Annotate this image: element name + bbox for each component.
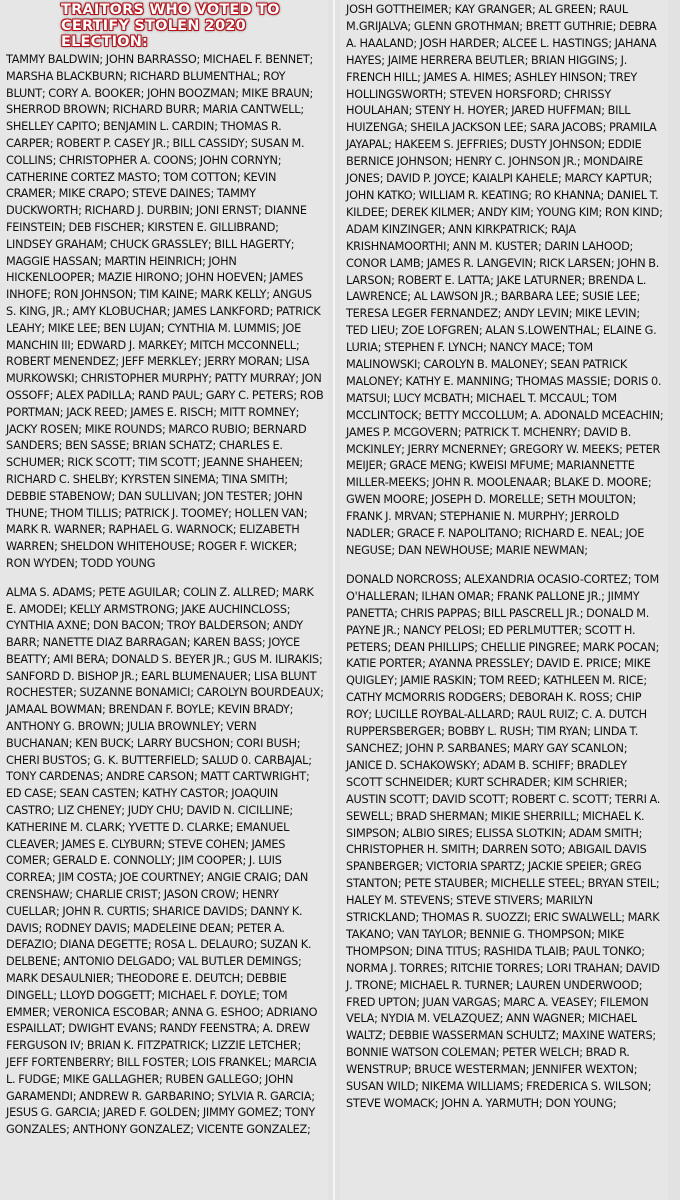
house-names-text-3: DONALD NORCROSS; ALEXANDRIA OCASIO-CORTEZ; TOM O'HALLERAN; ILHAN OMAR; FRANK PALLONE JR.; JIMMY PANETTA; CHRIS PAPPAS; BILL PASCRELL JR.; DONALD M. PAYNE JR.; NANCY PELOSI; ED PERLMUTTER; SCOTT H. PETERS; DEAN PHILLIPS; CHELLIE PINGREE; MARK POCAN; KATIE PORTER; AYANNA PRESSLEY; DAVID E. PRICE; MIKE QUIGLEY; JAMIE RASKIN; TOM REED; KATHLEEN M. RICE; CATHY MCMORRIS RODGERS; DEBORAH K. ROSS; CHIP ROY; LUCILLE ROYBAL-ALLARD; RAUL RUIZ; C. A. DUTCH RUPPERSBERGER; BOBBY L. RUSH; TIM RYAN; LINDA T. SANCHEZ; JOHN P. SARBANES; MARY GAY SCANLON; JANICE D. SCHAKOWSKY; ADAM B. SCHIFF; BRADLEY SCOTT SCHNEIDER; KURT SCHRADER; KIM SCHRIER; AUSTIN SCOTT; DAVID SCOTT; ROBERT C. SCOTT; TERRI A. SEWELL; BRAD SHERMAN; MIKIE SHERRILL; MICHAEL K. SIMPSON; ALBIO SIRES; ELISSA SLOTKIN; ADAM SMITH; CHRISTOPHER H. SMITH; DARREN SOTO; ABIGAIL DAVIS SPANBERGER; VICTORIA SPARTZ; JACKIE SPEIER; GREG STANTON; PETE STAUBER; MICHELLE STEEL; BRYAN STEIL; HALEY M. STEVENS; STEVE STIVERS; MARILYN STRICKLAND; THOMAS R. SUOZZI; ERIC SWALWELL; MARK TAKANO; VAN TAYLOR; BENNIE G. THOMPSON; MIKE THOMPSON; DINA TITUS; RASHIDA TLAIB; PAUL TONKO; NORMA J. TORRES; RITCHIE TORRES; LORI TRAHAN; DAVID J. TRONE; MICHAEL R. TURNER; LAUREN UNDERWOOD; FRED UPTON; JUAN VARGAS; MARC A. VEASEY; FILEMON VELA; NYDIA M. VELAZQUEZ; ANN WAGNER; MICHAEL WALTZ; DEBBIE WASSERMAN SCHULTZ; MAXINE WATERS; BONNIE WATSON COLEMAN; PETER WELCH; BRAD R. WENSTRUP; BRUCE WESTERMAN; JENNIFER WEXTON; SUSAN WILD; NIKEMA WILLIAMS; FREDERICA S. WILSON; STEVE WOMACK; JOHN A. YARMUTH; DON YOUNG; <box>346 572 661 1110</box>
house-names-block-3 <box>346 572 664 1113</box>
column-divider <box>333 0 335 1200</box>
senate-names-block <box>6 52 324 573</box>
house-names-block-2 <box>346 2 664 560</box>
title-line-1: TRAITORS WHO VOTED TO <box>61 2 280 18</box>
left-column <box>0 0 328 1200</box>
house-names-text-1: ALMA S. ADAMS; PETE AGUILAR; COLIN Z. ALLRED; MARK E. AMODEI; KELLY ARMSTRONG; JAKE AUCHINCLOSS; CYNTHIA AXNE; DON BACON; TROY BALDERSON; ANDY BARR; NANETTE DIAZ BARRAGAN; KAREN BASS; JOYCE BEATTY; AMI BERA; DONALD S. BEYER JR.; GUS M. ILIRAKIS; SANFORD D. BISHOP JR.; EARL BLUMENAUER; LISA BLUNT ROCHESTER; SUZANNE BONAMICI; CAROLYN BOURDEAUX; JAMAAL BOWMAN; BRENDAN F. BOYLE; KEVIN BRADY; ANTHONY G. BROWN; JULIA BROWNLEY; VERN BUCHANAN; KEN BUCK; LARRY BUCSHON; CORI BUSH; CHERI BUSTOS; G. K. BUTTERFIELD; SALUD 0. CARBAJAL; TONY CARDENAS; ANDRE CARSON; MATT CARTWRIGHT; ED CASE; SEAN CASTEN; KATHY CASTOR; JOAQUIN CASTRO; LIZ CHENEY; JUDY CHU; DAVID N. CICILLINE; KATHERINE M. CLARK; YVETTE D. CLARKE; EMANUEL CLEAVER; JAMES E. CLYBURN; STEVE COHEN; JAMES COMER; GERALD E. CONNOLLY; JIM COOPER; J. LUIS CORREA; JIM COSTA; JOE COURTNEY; ANGIE CRAIG; DAN CRENSHAW; CHARLIE CRIST; JASON CROW; HENRY CUELLAR; JOHN R. CURTIS; SHARICE DAVIDS; DANNY K. DAVIS; RODNEY DAVIS; MADELEINE DEAN; PETER A. DEFAZIO; DIANA DEGETTE; ROSA L. DELAURO; SUZAN K. DELBENE; ANTONIO DELGADO; VAL BUTLER DEMINGS; MARK DESAULNIER; THEODORE E. DEUTCH; DEBBIE DINGELL; LLOYD DOGGETT; MICHAEL F. DOYLE; TOM EMMER; VERONICA ESCOBAR; ANNA G. ESHOO; ADRIANO ESPAILLAT; DWIGHT EVANS; RANDY FEENSTRA; A. DREW FERGUSON IV; BRIAN K. FITZPATRICK; LIZZIE LETCHER; JEFF FORTENBERRY; BILL FOSTER; LOIS FRANKEL; MARCIA L. FUDGE; MIKE GALLAGHER; RUBEN GALLEGO; JOHN GARAMENDI; ANDREW R. GARBARINO; SYLVIA R. GARCIA; JESUS G. GARCIA; JARED F. GOLDEN; JIMMY GOMEZ; TONY GONZALES; ANTHONY GONZALEZ; VICENTE GONZALEZ; <box>6 585 324 1137</box>
senate-names-text: TAMMY BALDWIN; JOHN BARRASSO; MICHAEL F. BENNET; MARSHA BLACKBURN; RICHARD BLUMENTHAL; ROY BLUNT; CORY A. BOOKER; JOHN BOOZMAN; MIKE BRAUN; SHERROD BROWN; RICHARD BURR; MARIA CANTWELL; SHELLEY CAPITO; BENJAMIN L. CARDIN; THOMAS R. CARPER; ROBERT P. CASEY JR.; BILL CASSIDY; SUSAN M. COLLINS; CHRISTOPHER A. COONS; JOHN CORNYN; CATHERINE CORTEZ MASTO; TOM COTTON; KEVIN CRAMER; MIKE CRAPO; STEVE DAINES; TAMMY DUCKWORTH; RICHARD J. DURBIN; JONI ERNST; DIANNE FEINSTEIN; DEB FISCHER; KIRSTEN E. GILLIBRAND; LINDSEY GRAHAM; CHUCK GRASSLEY; BILL HAGERTY; MAGGIE HASSAN; MARTIN HEINRICH; JOHN HICKENLOOPER; MAZIE HIRONO; JOHN HOEVEN; JAMES INHOFE; RON JOHNSON; TIM KAINE; MARK KELLY; ANGUS S. KING, JR.; AMY KLOBUCHAR; JAMES LANKFORD; PATRICK LEAHY; MIKE LEE; BEN LUJAN; CYNTHIA M. LUMMIS; JOE MANCHIN III; EDWARD J. MARKEY; MITCH MCCONNELL; ROBERT MENENDEZ; JEFF MERKLEY; JERRY MORAN; LISA MURKOWSKI; CHRISTOPHER MURPHY; PATTY MURRAY; JON OSSOFF; ALEX PADILLA; RAND PAUL; GARY C. PETERS; ROB PORTMAN; JACK REED; JAMES E. RISCH; MITT ROMNEY; JACKY ROSEN; MIKE ROUNDS; MARCO RUBIO; BERNARD SANDERS; BEN SASSE; BRIAN SCHATZ; CHARLES E. SCHUMER; RICK SCOTT; TIM SCOTT; JEANNE SHAHEEN; RICHARD C. SHELBY; KYRSTEN SINEMA; TINA SMITH; DEBBIE STABENOW; DAN SULLIVAN; JON TESTER; JOHN THUNE; THOM TILLIS; PATRICK J. TOOMEY; HOLLEN VAN; MARK R. WARNER; RAPHAEL G. WARNOCK; ELIZABETH WARREN; SHELDON WHITEHOUSE; ROGER F. WICKER; RON WYDEN; TODD YOUNG <box>6 53 324 570</box>
title-line-2: CERTIFY STOLEN 2020 ELECTION: <box>61 18 246 50</box>
right-column <box>340 0 668 1200</box>
document-title <box>6 2 324 50</box>
house-names-block-1 <box>6 585 324 1139</box>
house-names-text-2: JOSH GOTTHEIMER; KAY GRANGER; AL GREEN; RAUL M.GRIJALVA; GLENN GROTHMAN; BRETT GUTHRIE; DEBRA A. HAALAND; JOSH HARDER; ALCEE L. HASTINGS; JAHANA HAYES; JAIME HERRERA BEUTLER; BRIAN HIGGINS; J. FRENCH HILL; JAMES A. HIMES; ASHLEY HINSON; TREY HOLLINGSWORTH; STEVEN HORSFORD; CHRISSY HOULAHAN; STENY H. HOYER; JARED HUFFMAN; BILL HUIZENGA; SHEILA JACKSON LEE; SARA JACOBS; PRAMILA JAYAPAL; HAKEEM S. JEFFRIES; DUSTY JOHNSON; EDDIE BERNICE JOHNSON; HENRY C. JOHNSON JR.; MONDAIRE JONES; DAVID P. JOYCE; KAIALPI KAHELE; MARCY KAPTUR; JOHN KATKO; WILLIAM R. KEATING; RO KHANNA; DANIEL T. KILDEE; DEREK KILMER; ANDY KIM; YOUNG KIM; RON KIND; ADAM KINZINGER; ANN KIRKPATRICK; RAJA KRISHNAMOORTHI; ANN M. KUSTER; DARIN LAHOOD; CONOR LAMB; JAMES R. LANGEVIN; RICK LARSEN; JOHN B. LARSON; ROBERT E. LATTA; JAKE LATURNER; BRENDA L. LAWRENCE; AL LAWSON JR.; BARBARA LEE; SUSIE LEE; TERESA LEGER FERNANDEZ; ANDY LEVIN; MIKE LEVIN; TED LIEU; ZOE LOFGREN; ALAN S.LOWENTHAL; ELAINE G. LURIA; STEPHEN F. LYNCH; NANCY MACE; TOM MALINOWSKI; CAROLYN B. MALONEY; SEAN PATRICK MALONEY; KATHY E. MANNING; THOMAS MASSIE; DORIS 0. MATSUI; LUCY MCBATH; MICHAEL T. MCCAUL; TOM MCCLINTOCK; BETTY MCCOLLUM; A. ADONALD MCEACHIN; JAMES P. MCGOVERN; PATRICK T. MCHENRY; DAVID B. MCKINLEY; JERRY MCNERNEY; GREGORY W. MEEKS; PETER MEIJER; GRACE MENG; KWEISI MFUME; MARIANNETTE MILLER-MEEKS; JOHN R. MOOLENAAR; BLAKE D. MOORE; GWEN MOORE; JOSEPH D. MORELLE; SETH MOULTON; FRANK J. MRVAN; STEPHANIE N. MURPHY; JERROLD NADLER; GRACE F. NAPOLITANO; RICHARD E. NEAL; JOE NEGUSE; DAN NEWHOUSE; MARIE NEWMAN; <box>346 3 664 557</box>
